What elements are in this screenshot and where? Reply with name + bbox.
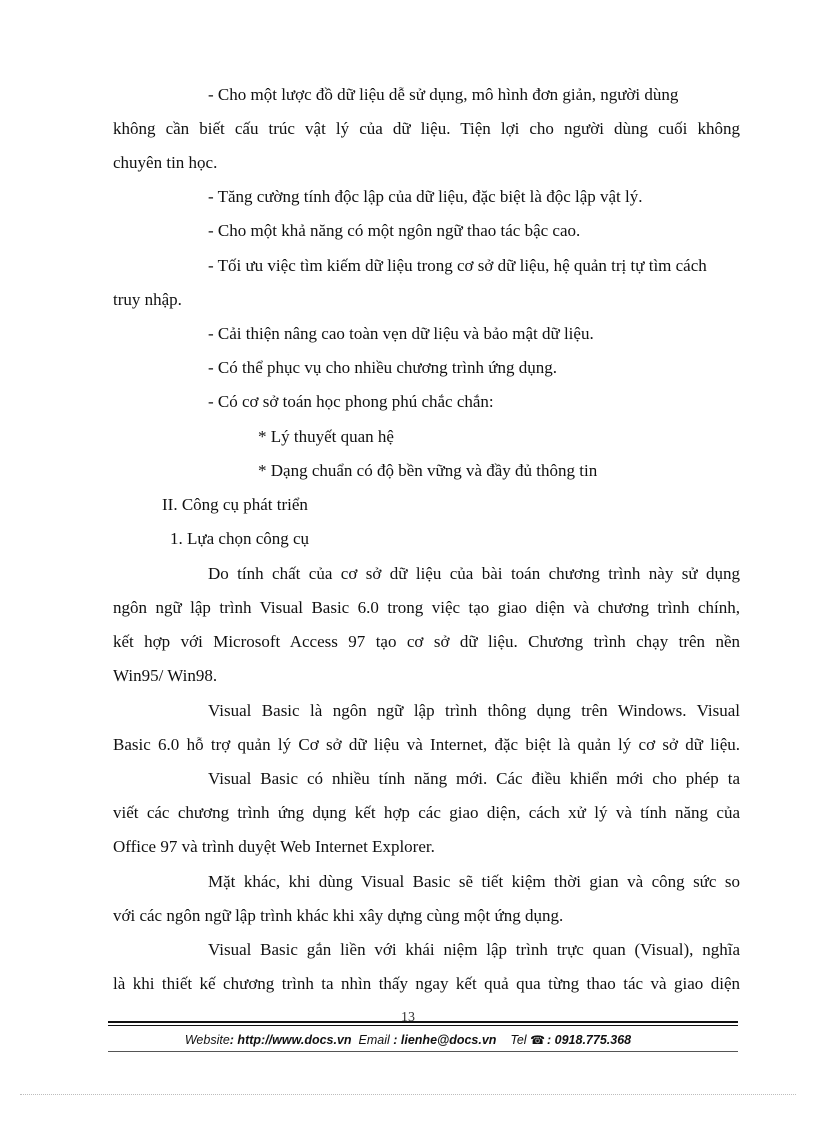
body-line: viết các chương trình ứng dụng kết hợp các giao diện, cách xử lý và tính năng của <box>113 803 740 822</box>
paragraph-start: Mặt khác, khi dùng Visual Basic sẽ tiết kiệm thời gian và công sức so <box>208 872 740 891</box>
bullet-high-level-language: - Cho một khả năng có một ngôn ngữ thao tác bậc cao. <box>208 221 581 240</box>
body-line: với các ngôn ngữ lập trình khác khi xây dựng cùng một ứng dụng. <box>113 906 564 925</box>
section-heading: II. Công cụ phát triển <box>162 495 308 514</box>
footer-contact <box>0 1033 816 1047</box>
body-line: kết hợp với Microsoft Access 97 tạo cơ sở dữ liệu. Chương trình chạy trên nền <box>113 632 740 651</box>
bullet-math-foundation: - Có cơ sở toán học phong phú chắc chắn: <box>208 392 494 411</box>
body-line: là khi thiết kế chương trình ta nhìn thấy ngay kết quả qua từng thao tác và giao diện <box>113 974 740 993</box>
subsection-heading: 1. Lựa chọn công cụ <box>170 529 310 548</box>
phone-icon: ☎ <box>530 1033 546 1047</box>
body-line: không cần biết cấu trúc vật lý của dữ liệu. Tiện lợi cho người dùng cuối không <box>113 119 740 138</box>
body-line: Win95/ Win98. <box>113 666 218 685</box>
page-number: 13 <box>401 1010 415 1025</box>
page-edge-divider <box>20 1094 796 1095</box>
body-line: Basic 6.0 hỗ trợ quản lý Cơ sở dữ liệu và Internet, đặc biệt là quản lý cơ sở dữ liệu. <box>113 735 740 754</box>
website-label: Website <box>184 1033 230 1047</box>
sub-bullet-relational-theory: * Lý thuyết quan hệ <box>258 427 394 446</box>
bullet-search-optimization: - Tối ưu việc tìm kiếm dữ liệu trong cơ sở dữ liệu, hệ quản trị tự tìm cách <box>208 256 707 275</box>
paragraph-start: Do tính chất của cơ sở dữ liệu của bài toán chương trình này sử dụng <box>208 564 740 583</box>
sub-bullet-normal-forms: * Dạng chuẩn có độ bền vững và đầy đủ thông tin <box>258 461 598 480</box>
email-link[interactable]: : lienhe@docs.vn <box>393 1033 497 1047</box>
paragraph-start: Visual Basic là ngôn ngữ lập trình thông dụng trên Windows. Visual <box>208 701 740 720</box>
paragraph-start: Visual Basic gắn liền với khái niệm lập trình trực quan (Visual), nghĩa <box>208 940 740 959</box>
bullet-data-independence: - Tăng cường tính độc lập của dữ liệu, đặc biệt là độc lập vật lý. <box>208 187 643 206</box>
footer-bottom-rule <box>108 1051 738 1052</box>
body-line: ngôn ngữ lập trình Visual Basic 6.0 trong việc tạo giao diện và chương trình chính, <box>113 598 740 617</box>
bullet-integrity-security: - Cải thiện nâng cao toàn vẹn dữ liệu và bảo mật dữ liệu. <box>208 324 594 343</box>
body-line: truy nhập. <box>113 290 182 309</box>
bullet-simple-schema: - Cho một lược đồ dữ liệu dễ sử dụng, mô hình đơn giản, người dùng <box>208 85 679 104</box>
body-line: Office 97 và trình duyệt Web Internet Explorer. <box>113 837 435 856</box>
body-line: chuyên tin học. <box>113 153 218 172</box>
tel-value: : 0918.775.368 <box>547 1033 632 1047</box>
paragraph-start: Visual Basic có nhiều tính năng mới. Các điều khiển mới cho phép ta <box>208 769 740 788</box>
website-link[interactable]: : http://www.docs.vn <box>229 1033 352 1047</box>
tel-label: Tel <box>510 1033 527 1047</box>
bullet-multiple-apps: - Có thể phục vụ cho nhiều chương trình ứng dụng. <box>208 358 557 377</box>
email-label: Email <box>358 1033 390 1047</box>
